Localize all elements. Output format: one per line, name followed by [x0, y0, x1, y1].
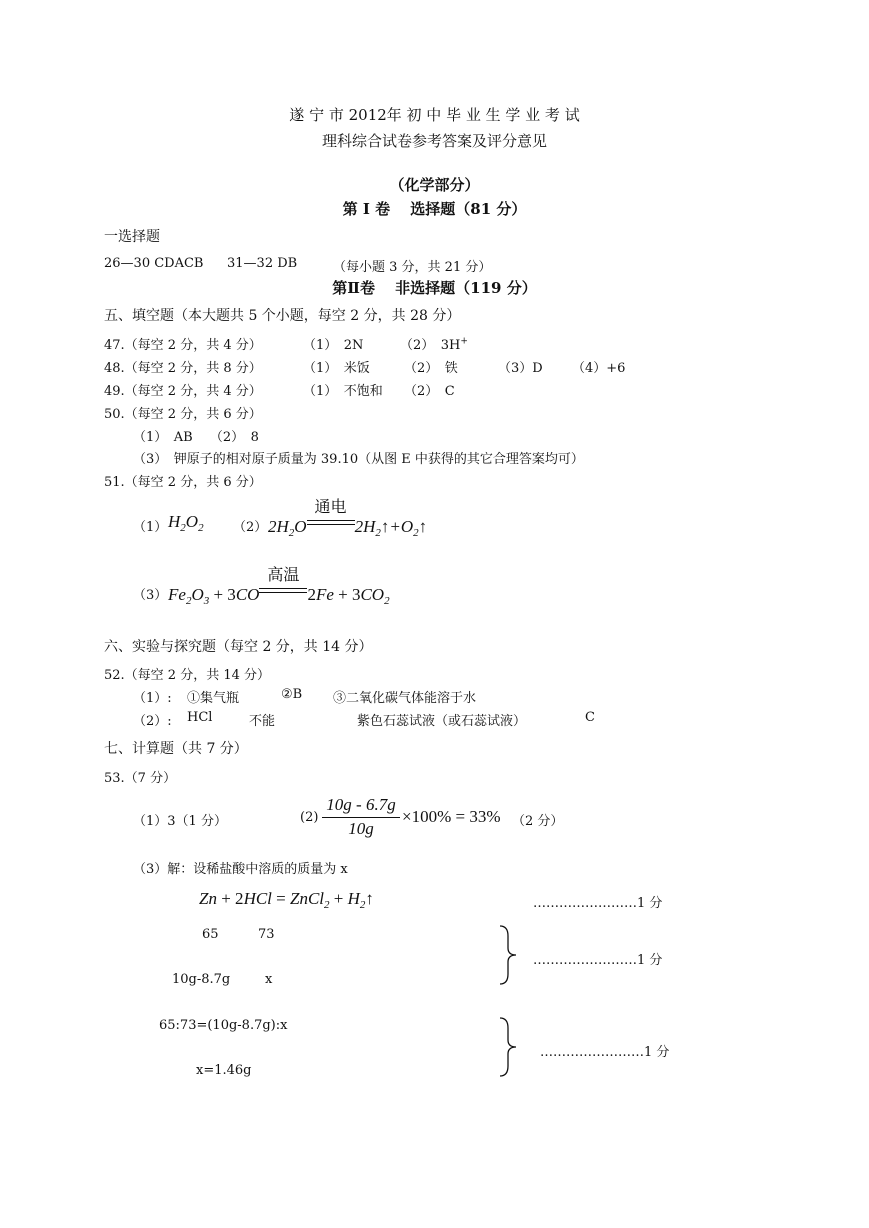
q50-label: 50.（每空 2 分，共 6 分）	[104, 407, 262, 422]
q52-row2-c: 紫色石蕊试液（或石蕊试液）	[357, 714, 527, 729]
q47-answer-2: （2） 3H+	[400, 336, 468, 353]
q49-label: 49.（每空 2 分，共 4 分）	[104, 384, 262, 399]
q49-answer-2: （2） C	[404, 384, 455, 399]
q49-answer-1: （1） 不饱和	[303, 384, 383, 399]
q50-answer-1: （1） AB （2） 8	[133, 430, 259, 445]
fraction-numerator: 10g - 6.7g	[326, 795, 396, 814]
zinc-hcl-equation: Zn + 2HCl = ZnCl$_2$ + $H_2↑$	[199, 889, 374, 911]
choice-answers-a: 26—30 CDACB	[104, 256, 204, 271]
q48-answer-1: （1） 米饭	[303, 361, 370, 376]
exam-subtitle: 理科综合试卷参考答案及评分意见	[321, 132, 547, 150]
q52-row2-d: C	[585, 710, 595, 725]
choice-heading: 一选择题	[104, 229, 160, 245]
ratio-equation: 65:73=(10g-8.7g):x	[159, 1018, 288, 1033]
choice-answers-b: 31—32 DB	[227, 256, 298, 271]
score-line-2: ……………………1 分	[533, 953, 663, 968]
q47-answer-1: （1） 2N	[303, 338, 364, 353]
q52-row2-label: （2）:	[133, 714, 172, 729]
brace-icon	[496, 1016, 522, 1078]
score-line-3: ……………………1 分	[540, 1045, 670, 1060]
q51-formula-h2o2: $H_2O_2$	[168, 512, 204, 534]
q52-row1-a: ①集气瓶	[187, 691, 240, 706]
q53-part-1: （1）3（1 分）	[133, 814, 227, 829]
molar-mass-zn: 65	[202, 927, 219, 942]
calc-heading: 七、计算题（共 7 分）	[104, 741, 248, 757]
q53-part-2-label: (2)	[300, 810, 319, 825]
q47-label: 47.（每空 2 分，共 4 分）	[104, 338, 262, 353]
q52-row1-b: ②B	[281, 687, 303, 702]
brace-icon	[496, 924, 520, 986]
q51-equation-reduction: $Fe_2O_3 + 3CO$ 高温 $2Fe + 3CO_2$	[168, 565, 390, 607]
fraction-bar	[322, 817, 400, 818]
choice-score: （每小题 3 分，共 21 分）	[333, 260, 492, 275]
q52-label: 52.（每空 2 分，共 14 分）	[104, 668, 271, 683]
fill-heading: 五、填空题（本大题共 5 个小题，每空 2 分，共 28 分）	[104, 308, 461, 324]
q48-answer-3: （3）D	[498, 361, 543, 376]
result-x: x=1.46g	[196, 1063, 252, 1078]
exam-title: 遂 宁 市 2012年 初 中 毕 业 生 学 业 考 试	[289, 106, 580, 124]
q50-answer-3: （3） 钾原子的相对原子质量为 39.10（从图 E 中获得的其它合理答案均可）	[133, 452, 584, 467]
q52-row1-c: ③二氧化碳气体能溶于水	[333, 691, 477, 706]
q52-row2-a: HCl	[187, 710, 213, 725]
q51-part-1-label: （1）	[133, 520, 168, 535]
q52-row1-label: （1）:	[133, 691, 172, 706]
q48-label: 48.（每空 2 分，共 8 分）	[104, 361, 262, 376]
experiment-heading: 六、实验与探究题（每空 2 分，共 14 分）	[104, 639, 373, 655]
q53-part-3: （3）解：设稀盐酸中溶质的质量为 x	[133, 862, 348, 877]
q52-row2-b: 不能	[249, 714, 276, 729]
fraction-result: ×100% = 33%	[402, 807, 501, 826]
q51-part-3-label: （3）	[133, 588, 168, 603]
q51-equation-electrolysis: $2H_2O$ 通电 $2H_2↑+O_2↑$	[268, 497, 428, 539]
mass-zinc: 10g-8.7g	[172, 972, 231, 987]
fraction-denominator: 10g	[348, 819, 374, 838]
q53-label: 53.（7 分）	[104, 771, 177, 786]
mass-x: x	[265, 972, 273, 987]
molar-mass-hcl: 73	[258, 927, 275, 942]
q51-label: 51.（每空 2 分，共 6 分）	[104, 475, 262, 490]
part2-title: 第Ⅱ卷 非选择题（119 分）	[332, 279, 537, 297]
q53-part-2-score: （2 分）	[512, 814, 564, 829]
q48-answer-2: （2） 铁	[404, 361, 458, 376]
q51-part-2-label: （2）	[233, 520, 268, 535]
section-title: （化学部分）	[389, 176, 480, 194]
q48-answer-4: （4）+6	[572, 361, 626, 376]
part1-title: 第 I 卷 选择题（81 分）	[342, 200, 527, 218]
score-line-1: ……………………1 分	[533, 896, 663, 911]
mass-fraction	[322, 795, 400, 843]
condition-high-temp: 高温	[259, 580, 307, 602]
condition-electric: 通电	[307, 512, 355, 534]
